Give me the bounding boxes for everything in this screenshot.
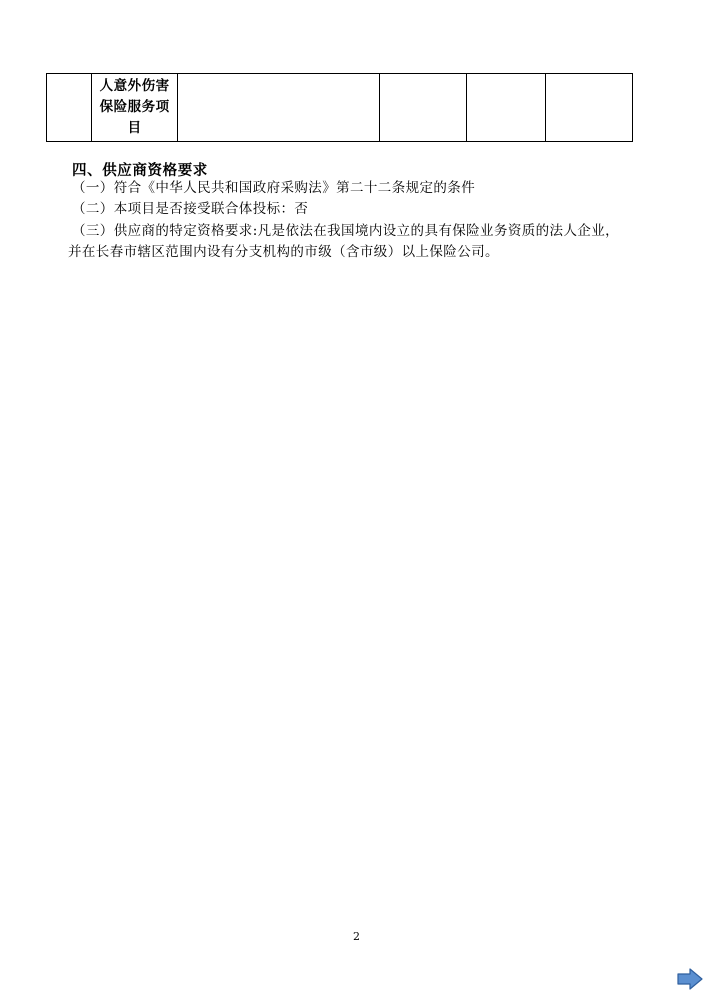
table-cell-unit xyxy=(466,74,545,142)
paragraph-specific-qualification xyxy=(68,221,642,263)
arrow-right-icon[interactable] xyxy=(677,968,703,990)
page-number: 2 xyxy=(353,930,360,943)
table-cell-text xyxy=(467,106,545,110)
paragraph-line-1: （三）供应商的特定资格要求:凡是依法在我国境内设立的具有保险业务资质的法人企业， xyxy=(72,223,620,239)
table-cell-text xyxy=(546,106,632,110)
table-cell-item-name xyxy=(92,74,178,142)
table-cell-text xyxy=(178,106,378,110)
table-cell-index xyxy=(47,74,92,142)
table-row xyxy=(47,74,633,142)
specification-table xyxy=(46,73,633,142)
table-cell-text xyxy=(380,106,466,110)
table-body xyxy=(47,74,633,142)
paragraph-condition: （一）符合《中华人民共和国政府采购法》第二十二条规定的条件 xyxy=(72,180,476,196)
table-cell-quantity xyxy=(379,74,466,142)
section-heading: 四、供应商资格要求 xyxy=(72,162,208,179)
table-cell-text xyxy=(47,106,91,110)
paragraph-line-2: 并在长春市辖区范围内设有分支机构的市级（含市级）以上保险公司。 xyxy=(68,244,499,260)
paragraph-consortium: （二）本项目是否接受联合体投标：否 xyxy=(72,201,309,217)
table-cell-remark xyxy=(545,74,632,142)
table-cell-description xyxy=(178,74,379,142)
table-cell-text: 人意外伤害保险服务项目 xyxy=(99,78,170,136)
